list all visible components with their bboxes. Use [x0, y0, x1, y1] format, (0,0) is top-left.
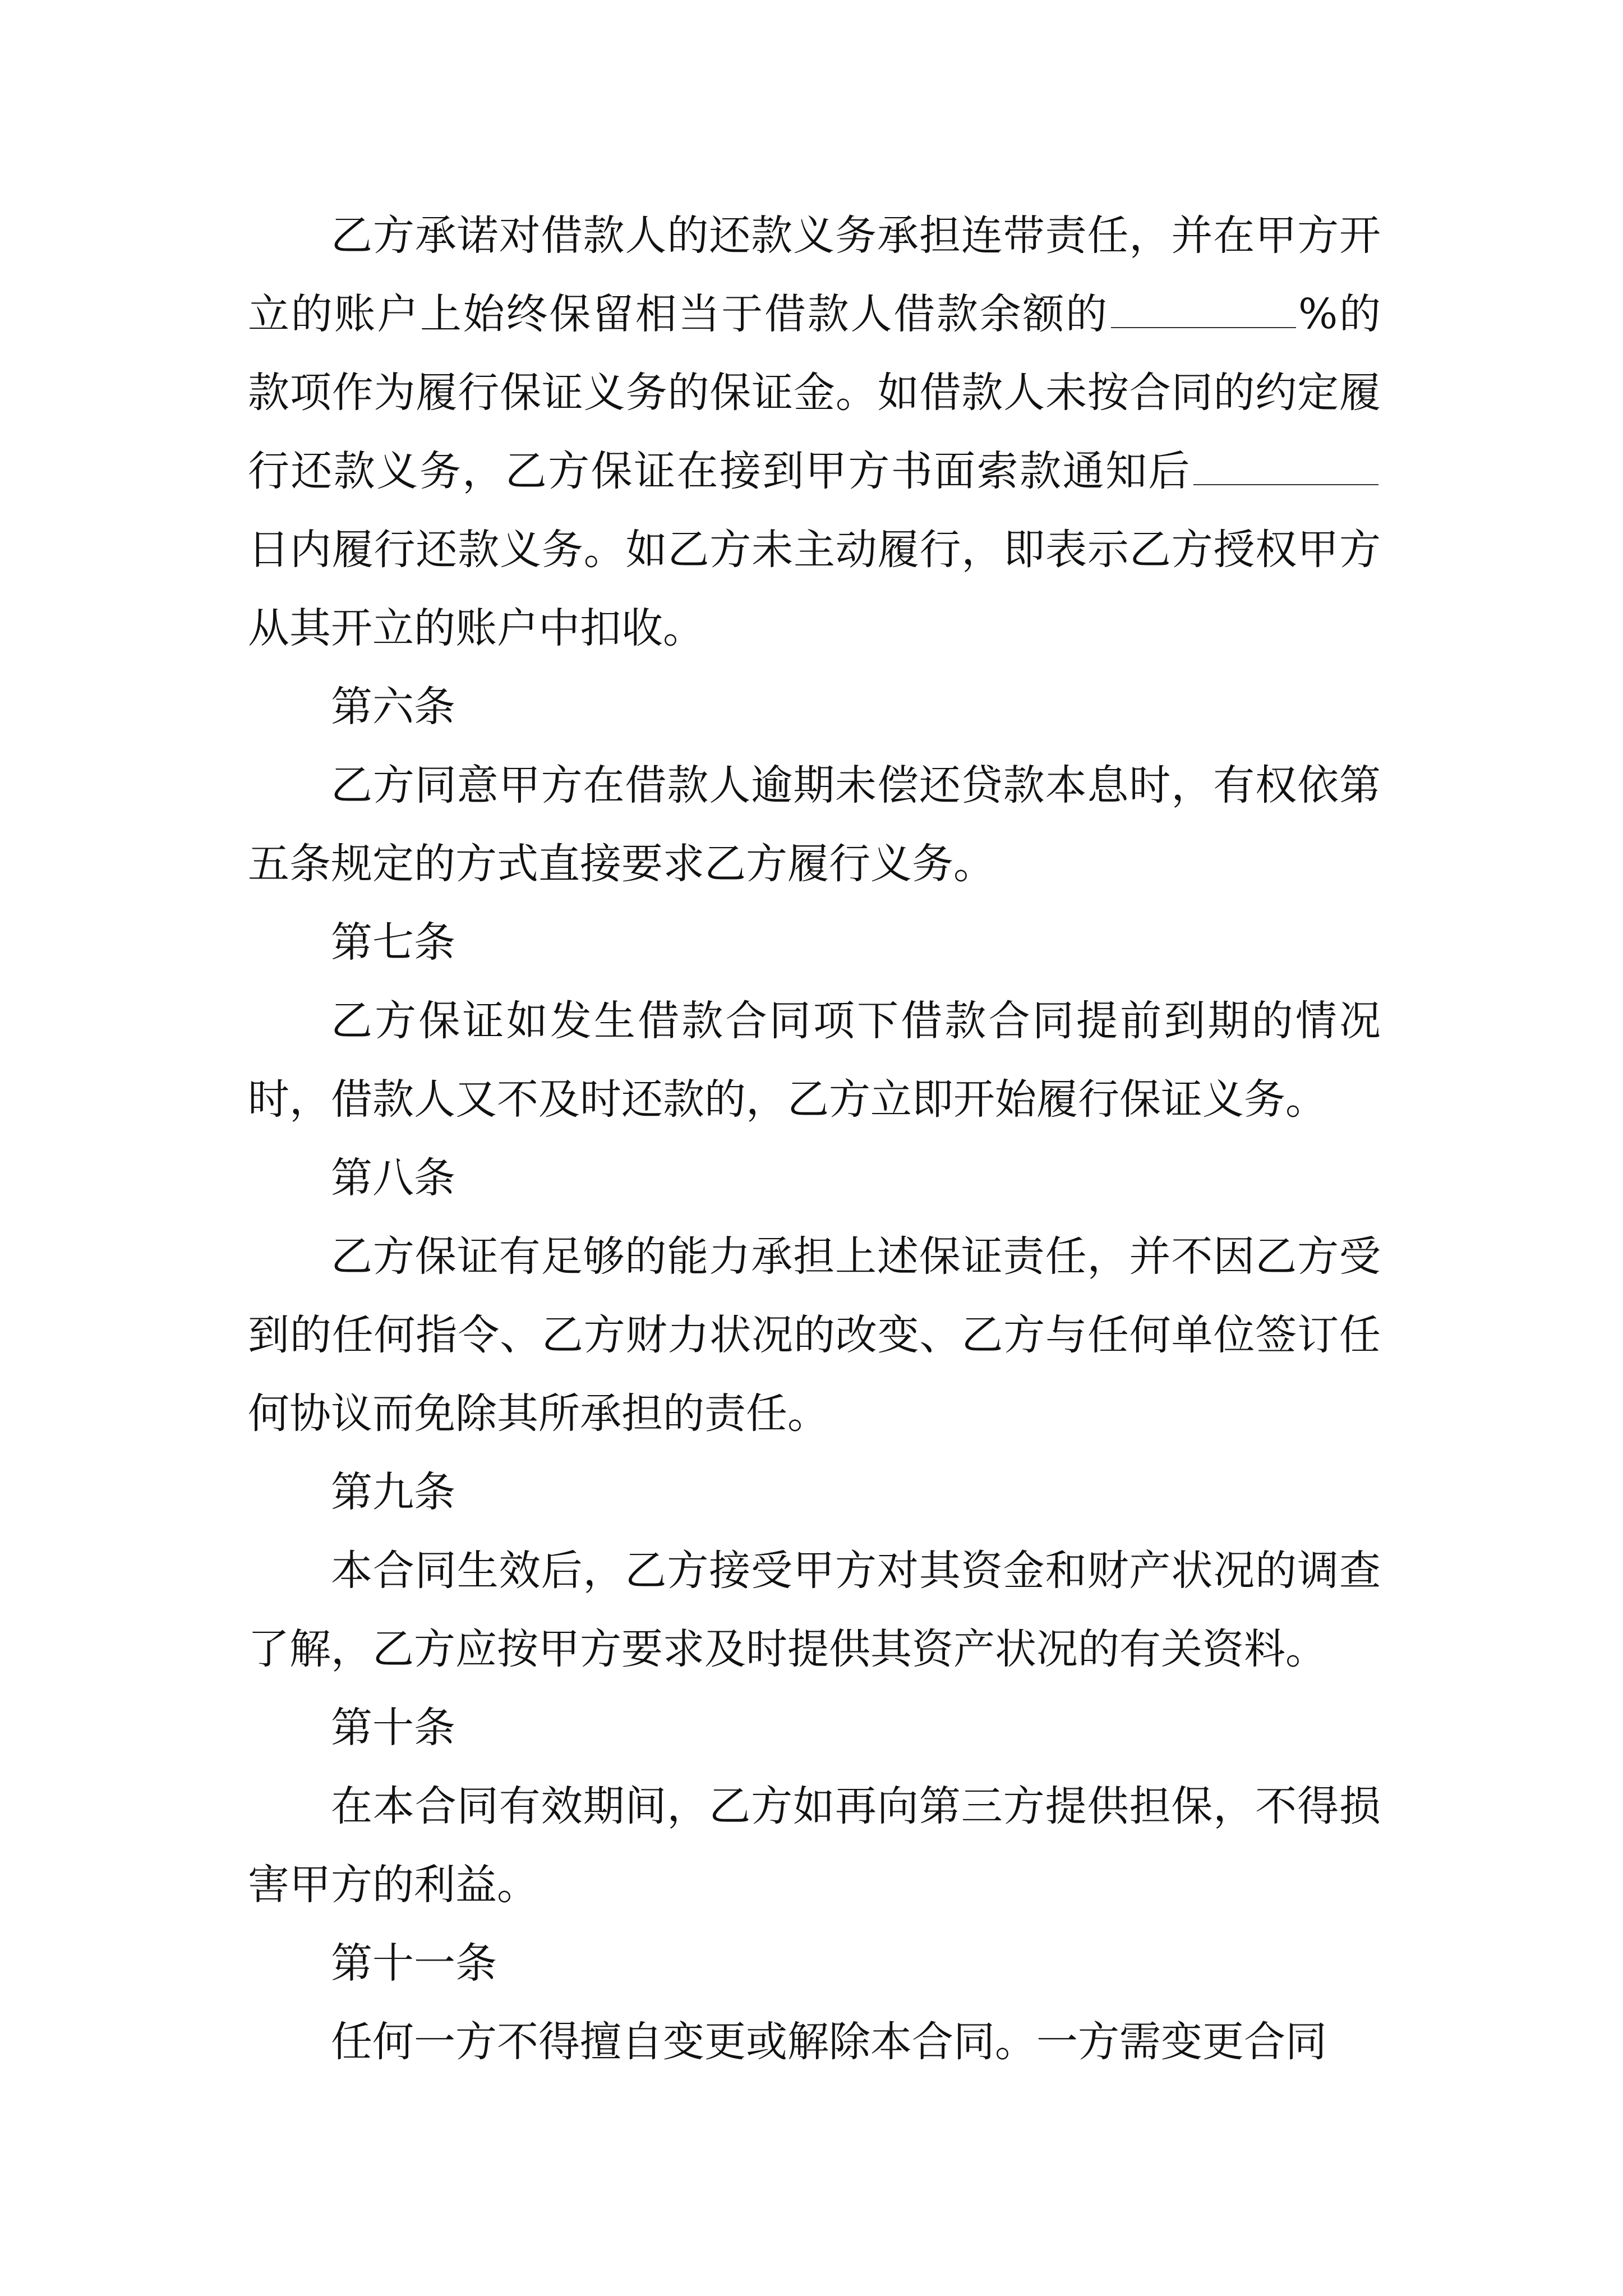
article-5-paragraph	[248, 196, 1381, 668]
contract-body	[248, 196, 1381, 2081]
article-5-text-1: 乙方承诺对借款人的还款义务承担连带责任，并在甲方开立的账户上始终保留相当于借款人借款余额的	[248, 211, 1381, 338]
article-11-heading: 第十一条	[331, 1939, 497, 1987]
article-7-heading: 第七条	[331, 918, 455, 967]
article-5-text-3: 日内履行还款义务。如乙方未主动履行，即表示乙方授权甲方从其开立的账户中扣收。	[248, 526, 1381, 652]
percentage-blank	[1111, 326, 1296, 328]
article-10-paragraph: 在本合同有效期间，乙方如再向第三方提供担保，不得损害甲方的利益。	[248, 1782, 1381, 1909]
article-10-heading: 第十条	[331, 1704, 455, 1752]
article-6-paragraph: 乙方同意甲方在借款人逾期未偿还贷款本息时，有权依第五条规定的方式直接要求乙方履行义务。	[248, 761, 1381, 888]
article-11-paragraph: 任何一方不得擅自变更或解除本合同。一方需变更合同	[331, 2018, 1327, 2066]
article-9-heading: 第九条	[331, 1468, 455, 1516]
days-blank	[1193, 484, 1378, 485]
article-9-paragraph: 本合同生效后，乙方接受甲方对其资金和财产状况的调查了解，乙方应按甲方要求及时提供其资产状况的有关资料。	[248, 1547, 1381, 1673]
percent-sign: %	[1298, 290, 1338, 338]
article-7-paragraph: 乙方保证如发生借款合同项下借款合同提前到期的情况时，借款人又不及时还款的，乙方立即开始履行保证义务。	[248, 997, 1381, 1124]
article-6-heading: 第六条	[331, 683, 455, 731]
article-5-text-2: 的款项作为履行保证义务的保证金。如借款人未按合同的约定履行还款义务，乙方保证在接到甲方书面索款通知后	[248, 290, 1381, 495]
article-8-paragraph: 乙方保证有足够的能力承担上述保证责任，并不因乙方受到的任何指令、乙方财力状况的改变、乙方与任何单位签订任何协议而免除其所承担的责任。	[248, 1232, 1381, 1438]
article-8-heading: 第八条	[331, 1154, 455, 1202]
